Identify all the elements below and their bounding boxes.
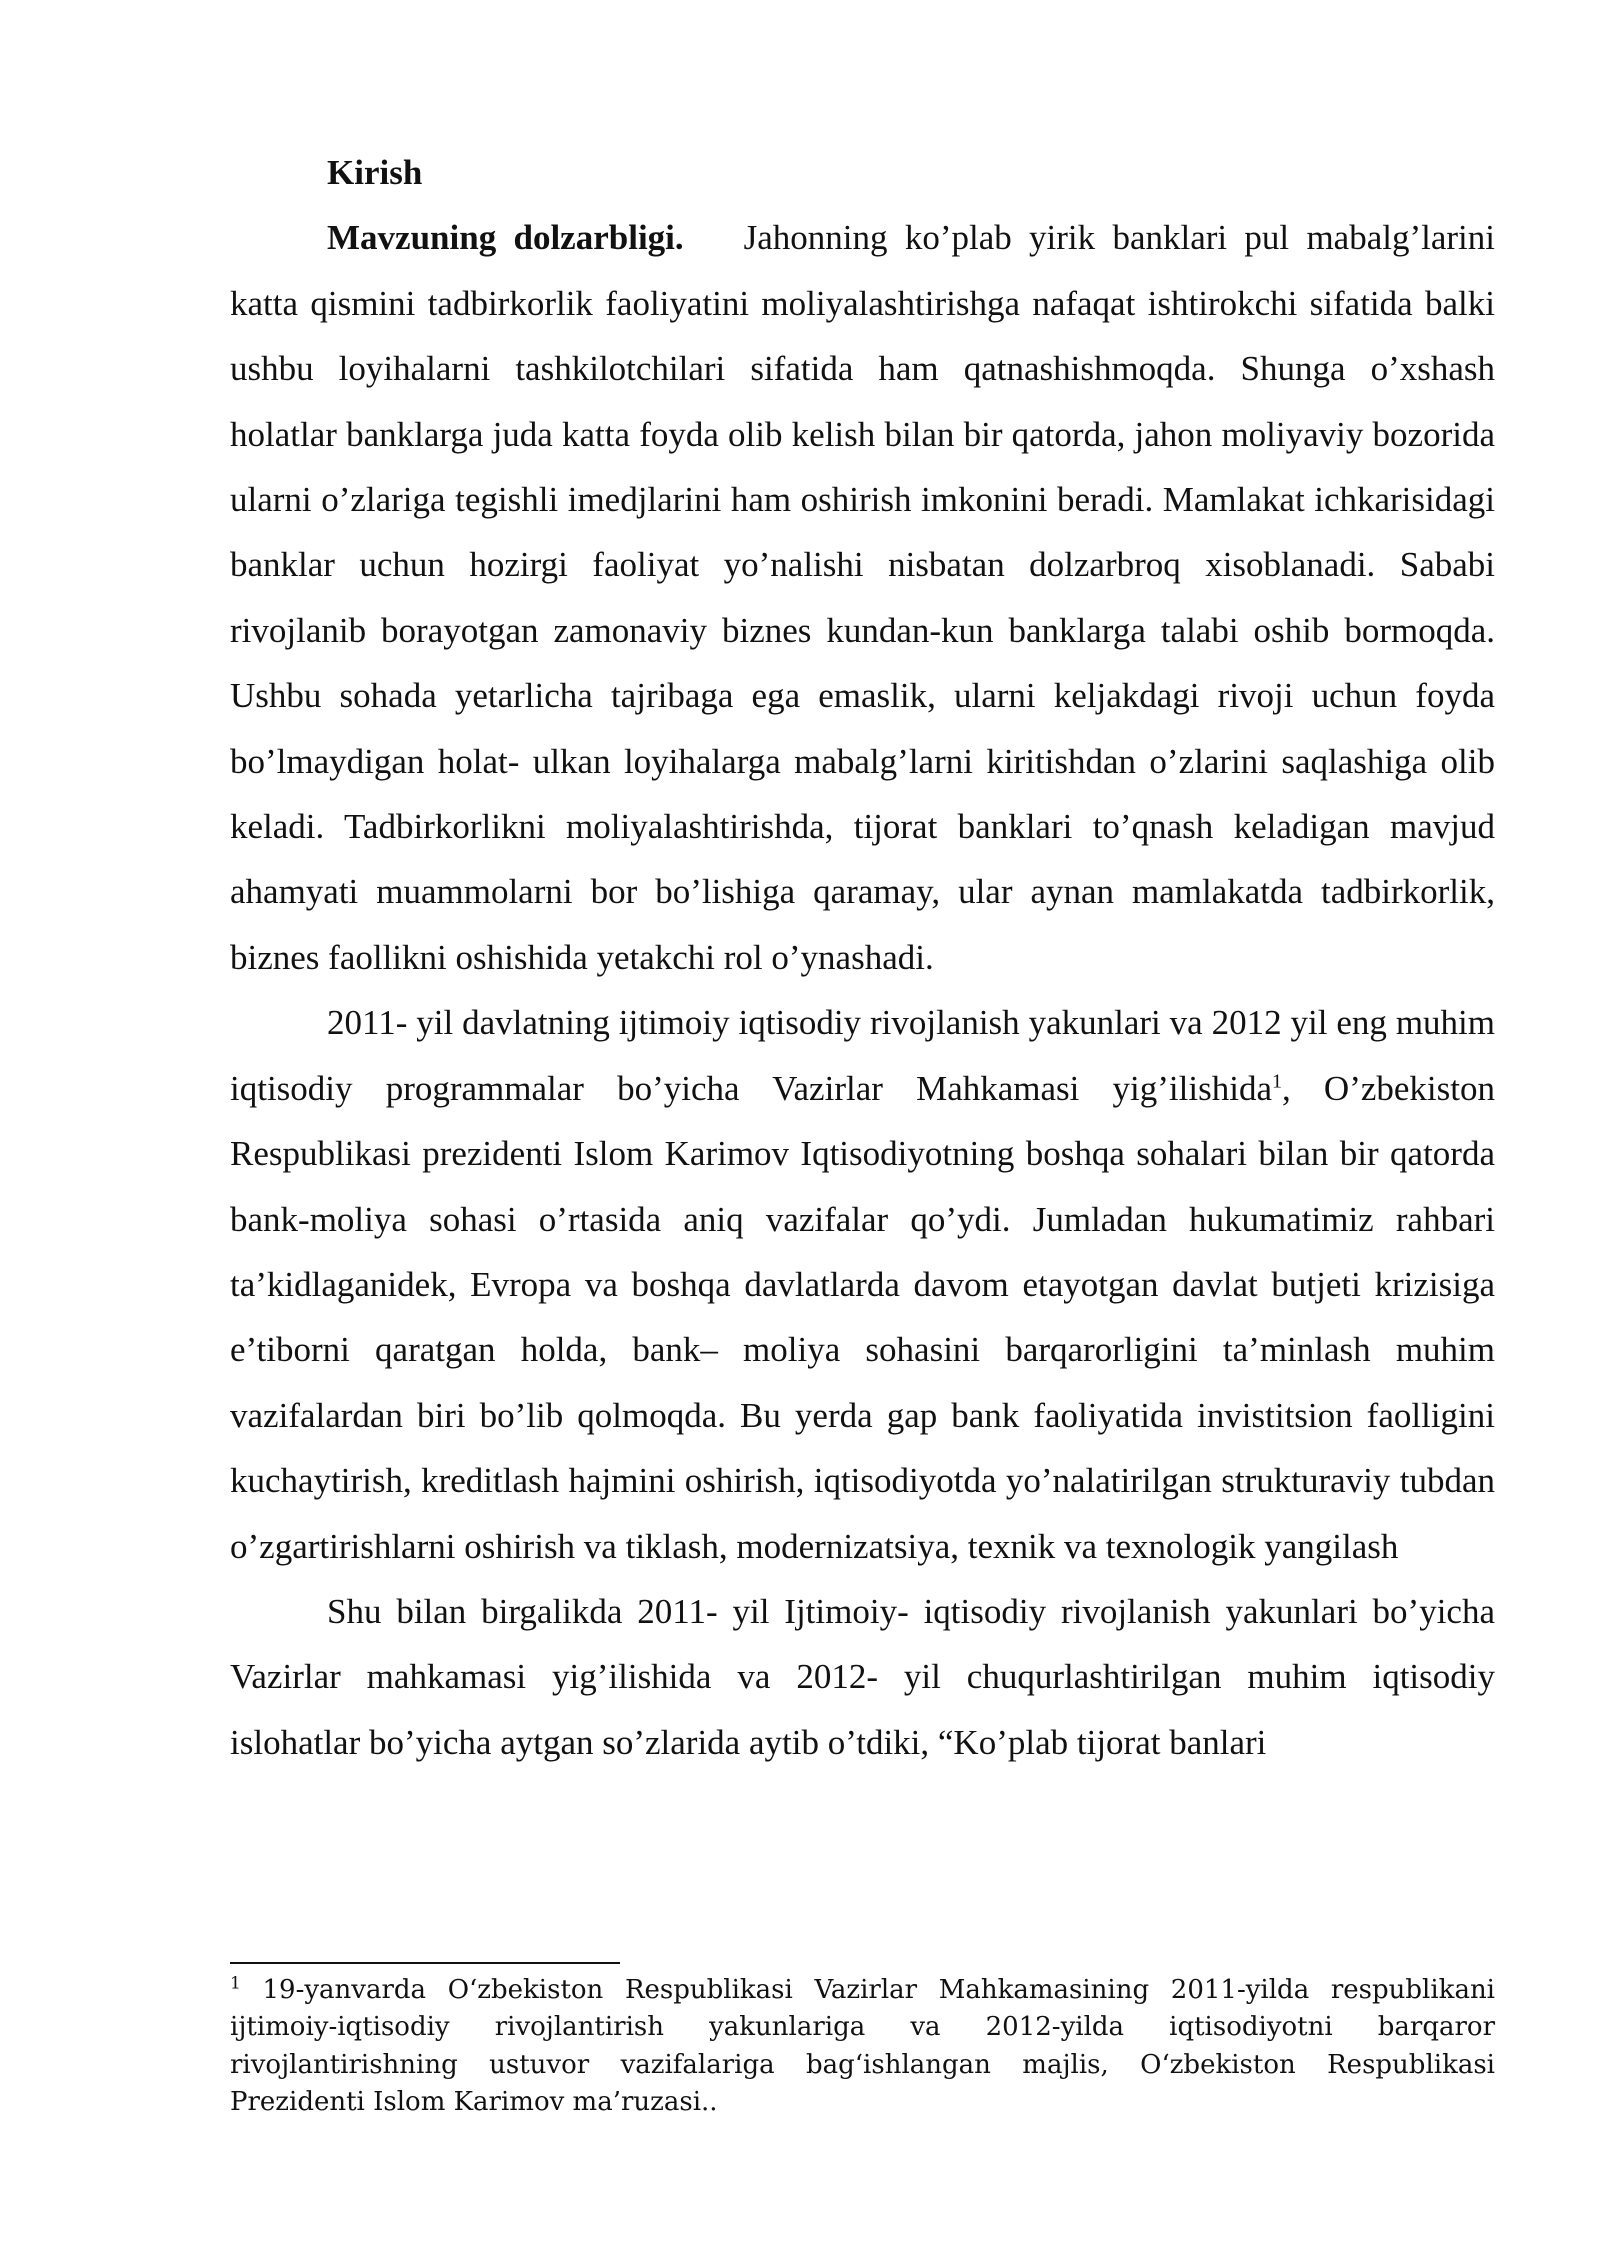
relevance-label: Mavzuning dolzarbligi.	[327, 218, 684, 258]
section-heading: Kirish	[327, 153, 423, 192]
footnote-marker: 1	[230, 1973, 241, 1994]
document-page	[230, 140, 1495, 1775]
meeting-text-end: , O’zbekiston Respublikasi prezidenti Islom Karimov Iqtisodiyotning boshqa sohalari bilan bir qatorda bank-moliya sohasi o’rtasida aniq vazifalar qo’ydi. Jumladan hukumatimiz rahbari ta’kidlaganidek, Evropa va boshqa davlatlarda davom etayotgan davlat butjeti krizisiga e’tiborni qaratgan holda, bank– moliya sohasini barqarorligini ta’minlash muhim vazifalardan biri bo’lib qolmoqda. Bu yerda gap bank faoliyatida invistitsion faolligini kuchaytirish, kreditlash hajmini oshirish, iqtisodiyotda yo’nalatirilgan strukturaviy tubdan o’zgartirishlarni oshirish va tiklash, modernizatsiya, texnik va texnologik yangilash	[230, 1068, 1495, 1566]
footnote-reference[interactable]: 1	[1271, 1070, 1282, 1093]
footnote-separator	[230, 1962, 620, 1964]
footnote-text: 19-yanvarda O‘zbekiston Respublikasi Vazirlar Mahkamasining 2011-yilda respublikani ijtimoiy-iqtisodiy rivojlantirish yakunlariga va 2012-yilda iqtisodiyotni barqaror rivojlantirishning ustuvor vazifalariga bag‘ishlangan majlis, O‘zbekiston Respublikasi Prezidenti Islom Karimov ma’ruzasi..	[230, 1975, 1495, 2118]
paragraph-government-meeting	[230, 990, 1495, 1579]
relevance-text: Jahonning ko’plab yirik banklari pul mabalg’larini katta qismini tadbirkorlik faoliyatini moliyalashtirishga nafaqat ishtirokchi sifatida balki ushbu loyihalarni tashkilotchilari sifatida ham qatnashishmoqda. Shunga o’xshash holatlar banklarga juda katta foyda olib kelish bilan bir qatorda, jahon moliyaviy bozorida ularni o’zlariga tegishli imedjlarini ham oshirish imkonini beradi. Mamlakat ichkarisidagi banklar uchun hozirgi faoliyat yo’nalishi nisbatan dolzarbroq xisoblanadi. Sababi rivojlanib borayotgan zamonaviy biznes kundan-kun banklarga talabi oshib bormoqda. Ushbu sohada yetarlicha tajribaga ega emaslik, ularni keljakdagi rivoji uchun foyda bo’lmaydigan holat- ulkan loyihalarga mabalg’larni kiritishdan o’zlarini saqlashiga olib keladi. Tadbirkorlikni moliyalashtirishda, tijorat banklari to’qnash keladigan mavjud ahamyati muammolarni bor bo’lishiga qaramay, ular aynan mamlakatda tadbirkorlik, biznes faollikni oshishida yetakchi rol o’ynashadi.	[230, 218, 1495, 977]
paragraph-reforms: Shu bilan birgalikda 2011- yil Ijtimoiy- iqtisodiy rivojlanish yakunlari bo’yicha Vazirlar mahkamasi yig’ilishida va 2012- yil chuqurlashtirilgan muhim iqtisodiy islohatlar bo’yicha aytgan so’zlarida aytib o’tdiki, “Ko’plab tijorat banlari	[230, 1591, 1495, 1762]
paragraph-relevance	[230, 205, 1495, 990]
footnote	[230, 1972, 1495, 2122]
meeting-text-start: 2011- yil davlatning ijtimoiy iqtisodiy rivojlanish yakunlari va 2012 yil eng muhim iqtisodiy programmalar bo’yicha Vazirlar Mahkamasi yig’ilishida	[230, 1003, 1495, 1108]
